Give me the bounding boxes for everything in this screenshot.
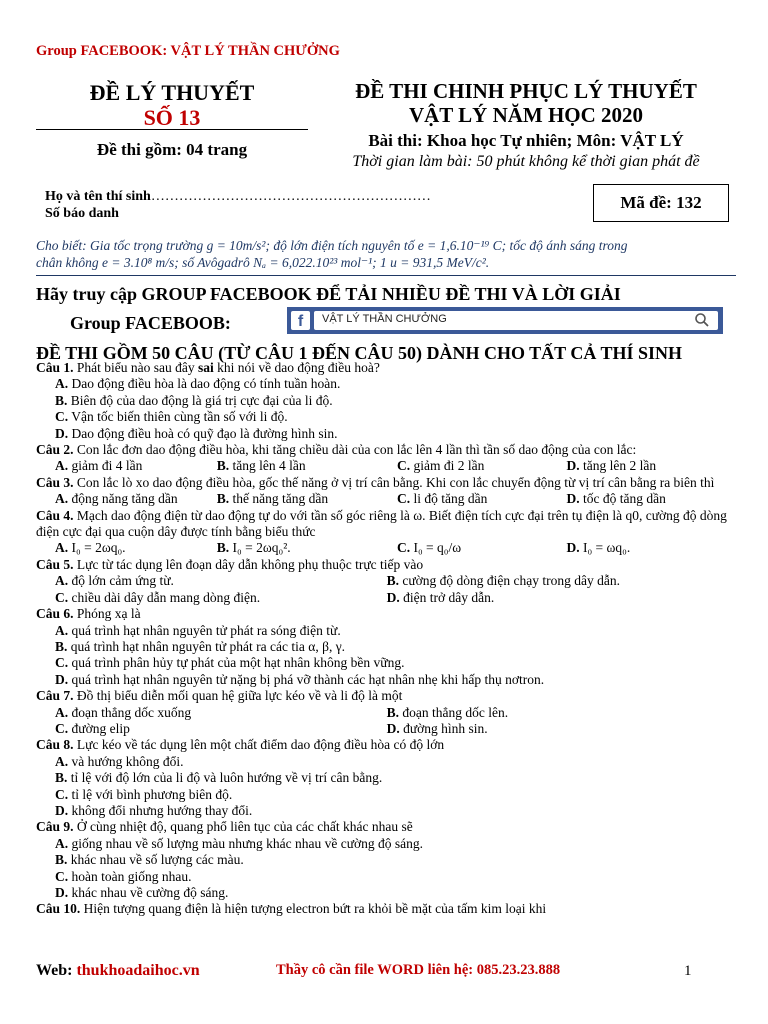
answer-option-text: quá trình phân hủy tự phát của một hạt nhân không bền vững. — [71, 655, 405, 671]
answer-option[interactable] — [387, 590, 736, 606]
question-stem — [36, 606, 736, 622]
answer-option[interactable] — [36, 770, 736, 786]
answer-option-text: I₀ = 2ωq₀². — [232, 540, 291, 556]
answer-option-text: điện trở dây dẫn. — [403, 589, 495, 605]
answer-option-label: B. — [55, 852, 68, 868]
answer-option-text: đoạn thẳng dốc xuống — [71, 704, 192, 720]
exam-time: Thời gian làm bài: 50 phút không kể thời gian phát đề — [352, 153, 700, 170]
answer-option-label: A. — [55, 540, 69, 556]
question-number: Câu 2. — [36, 442, 74, 458]
group-header: Group FACEBOOK: VẬT LÝ THẦN CHƯỞNG — [36, 43, 340, 59]
answer-option[interactable] — [217, 491, 397, 507]
answer-option-text: chiều dài dây dẫn mang dòng điện. — [71, 589, 261, 605]
right-header — [316, 79, 736, 172]
question-number: Câu 10. — [36, 901, 81, 917]
answer-option-label: B. — [55, 770, 68, 786]
answer-option-label: D. — [55, 802, 69, 818]
answer-row — [36, 491, 736, 507]
facebook-search-text: VẬT LÝ THẦN CHƯỞNG — [322, 313, 447, 325]
answer-option[interactable] — [36, 672, 736, 688]
question-stem — [36, 819, 736, 835]
question-number: Câu 4. — [36, 507, 74, 523]
answer-row — [36, 540, 736, 556]
answer-option-text: giảm đi 4 lần — [71, 458, 143, 474]
question-text: Ở cùng nhiệt độ, quang phổ liên tục của các chất khác nhau sẽ — [76, 819, 413, 835]
answer-option-label: A. — [55, 376, 69, 392]
exam-heading: ĐỀ THI GỒM 50 CÂU (TỪ CÂU 1 ĐẾN CÂU 50) DÀNH CHO TẤT CẢ THÍ SINH — [36, 343, 683, 363]
answer-option[interactable] — [36, 869, 736, 885]
answer-option-label: A. — [55, 753, 69, 769]
answer-row — [36, 573, 736, 589]
answer-option-label: B. — [55, 638, 68, 654]
answer-option-label: B. — [386, 573, 399, 589]
answer-option-label: C. — [55, 868, 69, 884]
answer-option-text: quá trình hạt nhân nguyên tử nặng bị phá vỡ thành các hạt nhân nhẹ khi hấp thụ nơtron. — [71, 671, 545, 687]
answer-option[interactable] — [36, 803, 736, 819]
answer-option[interactable] — [36, 852, 736, 868]
left-divider — [36, 129, 308, 130]
question-text: Lực kéo về tác dụng lên một chất điểm dao động điều hòa có độ lớn — [76, 737, 445, 753]
question — [36, 737, 736, 819]
answer-option[interactable] — [36, 885, 736, 901]
answer-option-label: C. — [396, 491, 411, 507]
answer-option[interactable] — [36, 376, 736, 392]
given-constants — [36, 237, 736, 271]
answer-option-text: quá trình hạt nhân nguyên tử phát ra sóng điện từ. — [71, 622, 341, 638]
question-text: Phát biểu nào sau đây sai khi nói về dao động điều hoà? — [76, 360, 380, 375]
answer-option-label: A. — [55, 458, 69, 474]
answer-option-text: li độ tăng dần — [413, 491, 488, 507]
answer-option[interactable] — [36, 590, 387, 606]
answer-option-text: thế năng tăng dần — [232, 491, 329, 507]
student-info — [45, 188, 431, 222]
answer-option-text: I₀ = q₀/ω — [413, 540, 462, 556]
answer-option-label: B. — [216, 491, 230, 507]
question — [36, 508, 736, 557]
answer-option-text: giảm đi 2 lần — [413, 458, 485, 474]
exam-code-box: Mã đề: 132 — [593, 184, 729, 222]
given-line-2: chân không e = 3.10⁸ m/s; số Avôgadrô Nₐ = 6,022.10²³ mol⁻¹; 1 u = 931,5 MeV/c². — [36, 255, 490, 270]
answer-option[interactable] — [36, 426, 736, 442]
answer-option-label: A. — [55, 573, 69, 589]
answer-option-text: Biên độ của dao động là giá trị cực đại của li độ. — [70, 392, 333, 408]
answer-option[interactable] — [387, 573, 736, 589]
answer-option-text: tỉ lệ với bình phương biên độ. — [71, 786, 233, 802]
answer-option-text: cường độ dòng điện chạy trong dây dẫn. — [402, 573, 620, 589]
answer-option-label: A. — [55, 835, 69, 851]
answer-option-text: đường elip — [71, 720, 130, 736]
given-divider — [36, 275, 736, 276]
answer-option-label: D. — [55, 425, 69, 441]
question-text: Phóng xạ là — [76, 606, 141, 622]
answer-row — [36, 458, 736, 474]
question-text: Mạch dao động điện từ dao động tự do với tần số góc riêng là ω. Biết điện tích cực đại trên tụ điện là q0, cường độ dòng điện cực đại qua cuộn dây được tính bằng biểu thức — [36, 507, 727, 540]
answer-option-label: C. — [55, 589, 69, 605]
question — [36, 688, 736, 737]
answer-option[interactable] — [397, 540, 567, 556]
answer-option-text: khác nhau về số lượng các màu. — [70, 852, 244, 868]
question-number: Câu 3. — [36, 474, 74, 490]
answer-option-label: D. — [55, 885, 69, 900]
footer-web-link[interactable]: thukhoadaihoc.vn — [76, 962, 200, 979]
question-stem — [36, 688, 736, 704]
answer-option[interactable] — [36, 721, 387, 737]
answer-option-label: C. — [55, 720, 69, 736]
question-stem — [36, 901, 736, 917]
exam-title-line1: ĐỀ THI CHINH PHỤC LÝ THUYẾT — [355, 79, 697, 103]
page-number: 1 — [684, 963, 692, 979]
question-list — [36, 360, 736, 918]
answer-option[interactable] — [217, 540, 397, 556]
question — [36, 606, 736, 688]
answer-option-text: Vận tốc biến thiên cùng tần số với li độ. — [71, 409, 288, 425]
answer-option-label: D. — [55, 671, 69, 687]
question — [36, 442, 736, 475]
answer-option-text: tăng lên 2 lần — [582, 458, 657, 474]
facebook-label: Group FACEBOOB: — [70, 313, 231, 333]
answer-option[interactable] — [36, 491, 217, 507]
answer-option-label: A. — [55, 622, 69, 638]
answer-option-label: A. — [55, 491, 69, 507]
question-stem — [36, 475, 736, 491]
question-number: Câu 9. — [36, 819, 74, 835]
question — [36, 557, 736, 606]
answer-option[interactable] — [387, 705, 736, 721]
answer-option-label: D. — [566, 491, 580, 507]
answer-option-label: B. — [216, 540, 230, 556]
answer-option[interactable] — [36, 787, 736, 803]
answer-option[interactable] — [36, 836, 736, 852]
answer-option[interactable] — [217, 458, 397, 474]
answer-option[interactable] — [36, 705, 387, 721]
answer-option-label: C. — [55, 786, 69, 802]
answer-option[interactable] — [566, 491, 736, 507]
answer-option[interactable] — [566, 458, 736, 474]
question-stem — [36, 737, 736, 753]
answer-option-text: đoạn thẳng dốc lên. — [402, 704, 509, 720]
question-stem — [36, 360, 736, 376]
answer-option-text: quá trình hạt nhân nguyên tử phát ra các tia α, β, γ. — [70, 638, 346, 654]
answer-row — [36, 721, 736, 737]
facebook-logo-icon: f — [291, 311, 310, 330]
answer-option[interactable] — [36, 409, 736, 425]
exam-number: SỐ 13 — [143, 105, 201, 130]
answer-option-label: C. — [55, 409, 69, 425]
answer-option[interactable] — [397, 491, 567, 507]
exam-title-line2: VẬT LÝ NĂM HỌC 2020 — [408, 103, 644, 127]
answer-option-text: đường hình sin. — [403, 720, 488, 736]
question-number: Câu 5. — [36, 556, 74, 572]
facebook-search-bar[interactable] — [287, 307, 723, 334]
question-text: Hiện tượng quang điện là hiện tượng electron bứt ra khỏi bề mặt của tấm kim loại khi — [83, 901, 547, 917]
answer-option-text: I₀ = 2ωq₀. — [71, 540, 126, 556]
answer-option-text: I₀ = ωq₀. — [582, 540, 631, 556]
question — [36, 819, 736, 901]
answer-option-label: D. — [386, 720, 400, 736]
answer-option-text: giống nhau về số lượng màu nhưng khác nhau về cường độ sáng. — [71, 835, 424, 851]
answer-option-text: Dao động điều hoà có quỹ đạo là đường hình sin. — [71, 425, 338, 441]
footer-web-label: Web: — [36, 962, 73, 979]
answer-option-text: khác nhau về cường độ sáng. — [71, 885, 229, 900]
student-name-label: Họ và tên thí sinh — [45, 189, 151, 204]
answer-option-text: Dao động điều hòa là dao động có tính tuần hoàn. — [71, 376, 341, 392]
question-stem — [36, 442, 736, 458]
answer-option[interactable] — [387, 721, 736, 737]
answer-option-label: B. — [216, 458, 230, 474]
question-text: Con lắc đơn dao động điều hòa, khi tăng chiều dài của con lắc lên 4 lần thì tần số dao động của con lắc: — [76, 442, 637, 458]
footer-web — [36, 962, 200, 980]
student-name-field[interactable]: …………………………………………………… — [150, 189, 431, 204]
page-count: Đề thi gồm: 04 trang — [96, 140, 248, 159]
left-title: ĐỀ LÝ THUYẾT — [89, 80, 255, 105]
question-number: Câu 1. — [36, 360, 74, 375]
answer-row — [36, 590, 736, 606]
answer-option-label: B. — [386, 704, 399, 720]
answer-option[interactable] — [36, 655, 736, 671]
given-line-1: Cho biết: Gia tốc trọng trường g = 10m/s²; độ lớn điện tích nguyên tố e = 1,6.10⁻¹⁹ C; tốc độ ánh sáng trong — [36, 238, 628, 253]
answer-option-text: và hướng không đổi. — [71, 753, 184, 769]
answer-option-text: độ lớn cảm ứng từ. — [71, 573, 174, 589]
question-number: Câu 8. — [36, 737, 74, 753]
answer-option[interactable] — [36, 573, 387, 589]
answer-option[interactable] — [566, 540, 736, 556]
question — [36, 360, 736, 442]
facebook-search-input[interactable] — [314, 311, 718, 330]
exam-subject: Bài thi: Khoa học Tự nhiên; Môn: VẬT LÝ — [368, 131, 684, 150]
question-stem — [36, 508, 736, 541]
answer-option[interactable] — [36, 540, 217, 556]
answer-option[interactable] — [36, 754, 736, 770]
answer-option[interactable] — [397, 458, 567, 474]
answer-option-text: hoàn toàn giống nhau. — [71, 868, 192, 884]
question-stem — [36, 557, 736, 573]
answer-option-text: tỉ lệ với độ lớn của li độ và luôn hướng về vị trí cân bằng. — [70, 770, 383, 786]
answer-option[interactable] — [36, 458, 217, 474]
left-header — [36, 80, 308, 130]
answer-option[interactable] — [36, 623, 736, 639]
footer-contact: Thầy cô cần file WORD liên hệ: 085.23.23.888 — [276, 962, 561, 978]
answer-option-label: B. — [55, 392, 68, 408]
answer-option-label: D. — [566, 458, 580, 474]
answer-option-label: C. — [396, 540, 411, 556]
answer-option-text: không đổi nhưng hướng thay đổi. — [71, 802, 253, 818]
answer-option-text: tăng lên 4 lần — [232, 458, 306, 474]
answer-option-label: C. — [396, 458, 411, 474]
question-text: Con lắc lò xo dao động điều hòa, gốc thế năng ở vị trí cân bằng. Khi con lắc chuyển động từ vị trí cân bằng ra biên thì — [76, 474, 715, 490]
answer-option-text: tốc độ tăng dần — [582, 491, 666, 507]
answer-option-label: A. — [55, 704, 69, 720]
answer-option-text: động năng tăng dần — [71, 491, 178, 507]
answer-option[interactable] — [36, 639, 736, 655]
answer-option-label: C. — [55, 655, 69, 671]
question-number: Câu 6. — [36, 606, 74, 622]
question-text: Lực từ tác dụng lên đoạn dây dẫn không phụ thuộc trực tiếp vào — [76, 556, 424, 572]
answer-option-label: D. — [386, 589, 400, 605]
question-text: Đồ thị biểu diễn mối quan hệ giữa lực kéo về và li độ là một — [76, 688, 403, 704]
answer-option-label: D. — [566, 540, 580, 556]
question-number: Câu 7. — [36, 688, 74, 704]
question — [36, 901, 736, 917]
access-banner: Hãy truy cập GROUP FACEBOOK ĐỂ TẢI NHIỀU ĐỀ THI VÀ LỜI GIẢI — [36, 284, 621, 304]
answer-row — [36, 705, 736, 721]
student-id-label: Số báo danh — [45, 206, 119, 221]
question — [36, 475, 736, 508]
answer-option[interactable] — [36, 393, 736, 409]
search-icon[interactable] — [694, 312, 710, 328]
